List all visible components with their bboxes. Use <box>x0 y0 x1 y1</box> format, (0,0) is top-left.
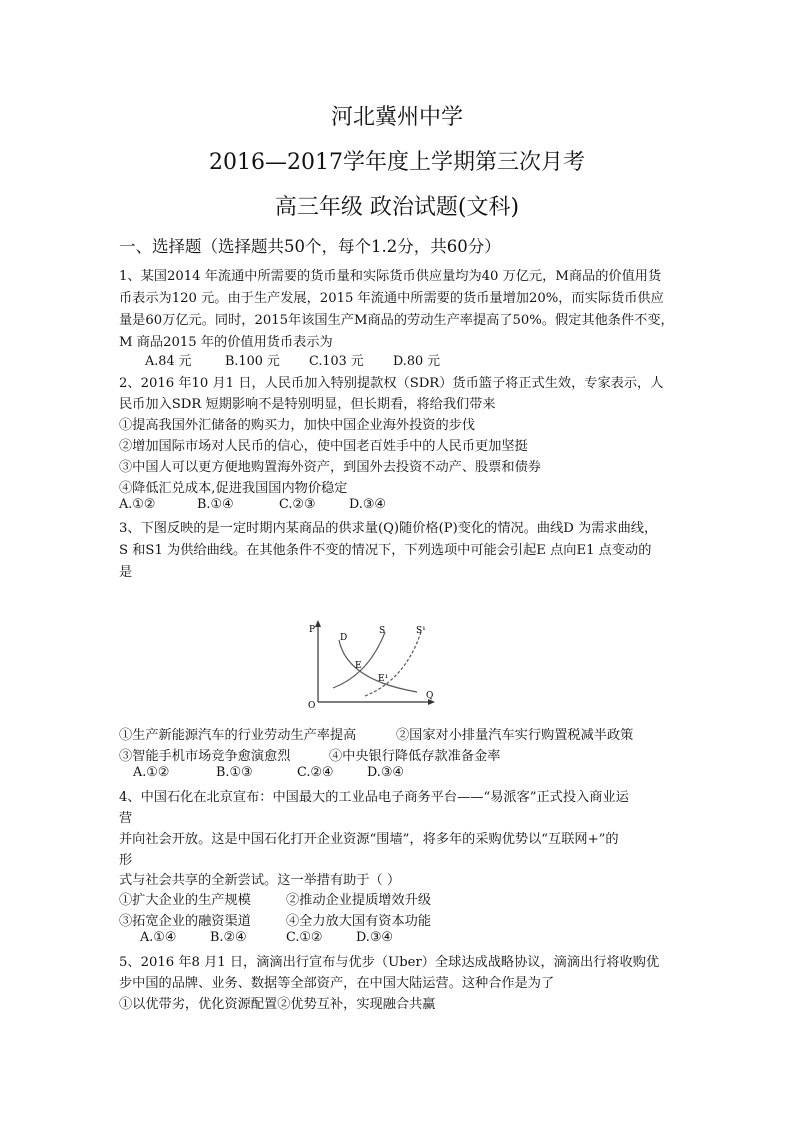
q5-line: 5、2016 年8 月1 日，滴滴出行宣布与优步（Uber）全球达成战略协议，滴滴出行将收购优 <box>119 955 660 970</box>
q5-line: 步中国的品牌、业务、数据等全部资产，在中国大陆运营。这种合作是为了 <box>119 976 555 991</box>
section-heading: 一、选择题（选择题共50个，每个1.2分，共60分） <box>119 237 501 256</box>
q3-statement: ②国家对小排量汽车实行购置税减半政策 <box>396 728 634 743</box>
q3-option-a: A.①② <box>133 765 170 780</box>
label-d: D <box>340 633 348 643</box>
q1-option-c: C.103 元 <box>309 354 364 369</box>
q3-option-d: D.③④ <box>367 765 404 780</box>
q1-line: M 商品2015 年的价值用货币表示为 <box>119 335 333 350</box>
q3-line: 是 <box>119 565 133 580</box>
q4-line: 营 <box>119 811 133 826</box>
school-title: 河北冀州中学 <box>330 105 463 130</box>
q4-line: 并向社会开放。这是中国石化打开企业资源“围墙”，将多年的采购优势以“互联网+”的 <box>119 832 619 847</box>
q3-option-c: C.②④ <box>297 765 334 780</box>
q2-options <box>119 497 386 512</box>
term-title: 2016—2017学年度上学期第三次月考 <box>209 150 585 175</box>
q5-statement: ①以优带劣，优化资源配置②优势互补，实现融合共赢 <box>119 997 436 1012</box>
q4-option-d: D.③④ <box>356 930 393 945</box>
q1-option-b: B.100 元 <box>225 354 280 369</box>
q3-option-b: B.①③ <box>216 765 253 780</box>
subject-title: 高三年级 政治试题(文科) <box>274 195 520 220</box>
q3-statement: ③智能手机市场竞争愈演愈烈 <box>119 749 291 764</box>
q2-option-a: A.①② <box>119 497 156 512</box>
q2-option-c: C.②③ <box>279 497 316 512</box>
q4-statement: ③拓宽企业的融资渠道 <box>119 914 251 929</box>
q4-option-b: B.②④ <box>210 930 247 945</box>
q3-line: 3、下图反映的是一定时期内某商品的供求量(Q)随价格(P)变化的情况。曲线D 为需求曲线， <box>119 521 658 536</box>
q1-option-d: D.80 元 <box>393 354 441 369</box>
q1-line: 量是60万亿元。同时，2015年该国生产M商品的劳动生产率提高了50%。假定其他条件不变， <box>119 313 674 328</box>
q1-options <box>145 350 440 369</box>
q4-statement: ②推动企业提质增效升级 <box>286 893 432 908</box>
q4-option-a: A.①④ <box>140 930 177 945</box>
q2-line: 民币加入SDR 短期影响不是特别明显，但长期看，将给我们带来 <box>119 397 496 412</box>
label-e1: E¹ <box>378 674 389 684</box>
q2-statement: ②增加国际市场对人民币的信心，使中国老百姓手中的人民币更加坚挺 <box>119 439 528 454</box>
q2-statement: ①提高我国外汇储备的购买力，加快中国企业海外投资的步伐 <box>119 418 476 433</box>
p-axis-arrow <box>315 620 321 627</box>
q3-line: S 和S1 为供给曲线。在其他条件不变的情况下，下列选项中可能会引起E 点向E1 点变动的 <box>119 543 652 558</box>
label-e: E <box>355 661 362 671</box>
q1-line: 币表示为120 元。由于生产发展，2015 年流通中所需要的货币量增加20%，而实际货币供应 <box>119 291 664 306</box>
q3-statement: ①生产新能源汽车的行业劳动生产率提高 <box>119 728 357 743</box>
label-s: S <box>379 626 386 636</box>
q2-line: 2、2016 年10 月1 日，人民币加入特别提款权（SDR）货币篮子将正式生效，专家表示，人 <box>119 376 664 391</box>
q4-option-c: C.①② <box>286 930 323 945</box>
q4-line: 形 <box>119 853 133 868</box>
q3-statement: ④中央银行降低存款准备金率 <box>329 749 501 764</box>
label-o: O <box>308 701 316 708</box>
q2-option-b: B.①④ <box>197 497 234 512</box>
q4-statement: ①扩大企业的生产规模 <box>119 893 251 908</box>
q4-statement: ④全力放大国有资本功能 <box>286 914 432 929</box>
q2-statement: ④降低汇兑成本,促进我国国内物价稳定 <box>119 481 348 496</box>
label-p: P <box>309 625 316 635</box>
label-s1: S¹ <box>416 626 426 636</box>
label-q: Q <box>426 691 434 701</box>
q2-option-d: D.③④ <box>349 497 386 512</box>
supply-demand-graph <box>305 618 440 708</box>
q2-statement: ③中国人可以更方便地购置海外资产，到国外去投资不动产、股票和债券 <box>119 460 541 475</box>
q4-line: 4、中国石化在北京宣布：中国最大的工业品电子商务平台——“易派客”正式投入商业运 <box>119 790 629 805</box>
q4-line: 式与社会共享的全新尝试。这一举措有助于（ ） <box>119 873 401 888</box>
q4-options <box>140 930 393 945</box>
q1-line: 1、某国2014 年流通中所需要的货币量和实际货币供应量均为40 万亿元，M商品的价值用货 <box>119 269 662 284</box>
q1-option-a: A.84 元 <box>145 354 192 369</box>
q3-options <box>133 765 404 780</box>
